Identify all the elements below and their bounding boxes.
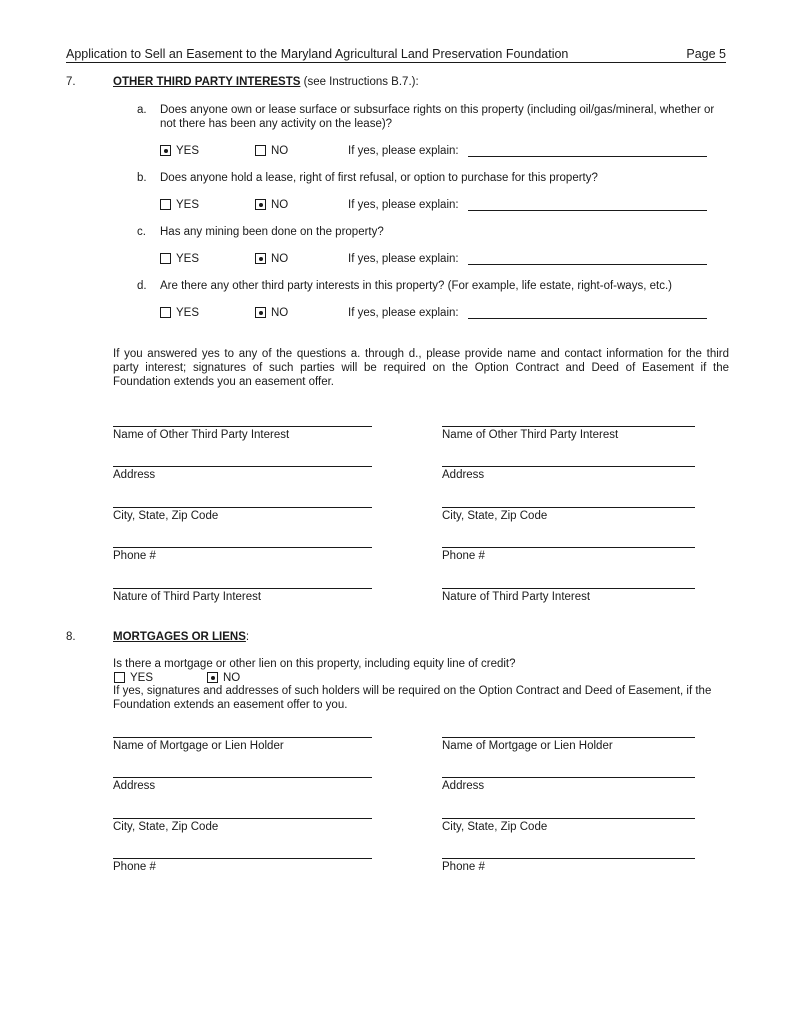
question-a-yes-checkbox[interactable] bbox=[160, 145, 171, 156]
third-party-name-label-left: Name of Other Third Party Interest bbox=[113, 429, 290, 441]
section-8-number: 8. bbox=[66, 631, 76, 643]
question-a-explain-label: If yes, please explain: bbox=[348, 145, 459, 157]
question-d-no-label: NO bbox=[271, 307, 289, 319]
question-b-yes-checkbox[interactable] bbox=[160, 199, 171, 210]
third-party-phone-field-left[interactable] bbox=[113, 547, 372, 548]
third-party-name-field-left[interactable] bbox=[113, 426, 372, 427]
third-party-nature-field-left[interactable] bbox=[113, 588, 372, 589]
lien-holder-name-label-left: Name of Mortgage or Lien Holder bbox=[113, 740, 284, 752]
section-7-instructions-line-2: party interest; signatures of such parties will be required on the Option Contract and Deed of Easement if the bbox=[113, 362, 729, 374]
question-a-text-2: not there has been any activity on the lease)? bbox=[160, 118, 393, 130]
lien-holder-name-field-right[interactable] bbox=[442, 737, 695, 738]
question-c-text: Has any mining been done on the property? bbox=[160, 226, 384, 238]
third-party-city-field-left[interactable] bbox=[113, 507, 372, 508]
lien-holder-address-label-right: Address bbox=[442, 780, 485, 792]
question-a-text-1: Does anyone own or lease surface or subsurface rights on this property (including oil/gas/mineral, whether or bbox=[160, 104, 715, 116]
question-d-yes-checkbox[interactable] bbox=[160, 307, 171, 318]
third-party-name-field-right[interactable] bbox=[442, 426, 695, 427]
lien-holder-address-label-left: Address bbox=[113, 780, 156, 792]
section-8-instructions-line-1: If yes, signatures and addresses of such holders will be required on the Option Contract and Deed of Easement, if the bbox=[113, 685, 712, 697]
header-rule bbox=[66, 62, 726, 63]
third-party-address-label-right: Address bbox=[442, 469, 485, 481]
third-party-address-field-right[interactable] bbox=[442, 466, 695, 467]
third-party-address-label-left: Address bbox=[113, 469, 156, 481]
third-party-city-label-right: City, State, Zip Code bbox=[442, 510, 548, 522]
question-d-no-checkbox[interactable] bbox=[255, 307, 266, 318]
section-8-heading bbox=[113, 630, 249, 644]
question-a-explain-field[interactable] bbox=[468, 156, 707, 157]
section-7-note: (see Instructions B.7.): bbox=[300, 76, 419, 88]
section-7-number: 7. bbox=[66, 76, 76, 88]
question-c-no-label: NO bbox=[271, 253, 289, 265]
lien-holder-address-field-right[interactable] bbox=[442, 777, 695, 778]
lien-holder-phone-label-right: Phone # bbox=[442, 861, 485, 873]
lien-holder-phone-field-left[interactable] bbox=[113, 858, 372, 859]
lien-holder-city-label-right: City, State, Zip Code bbox=[442, 821, 548, 833]
page-number: Page 5 bbox=[686, 47, 726, 61]
question-b-no-checkbox[interactable] bbox=[255, 199, 266, 210]
lien-holder-city-field-right[interactable] bbox=[442, 818, 695, 819]
third-party-nature-label-left: Nature of Third Party Interest bbox=[113, 591, 262, 603]
third-party-city-field-right[interactable] bbox=[442, 507, 695, 508]
question-a-no-label: NO bbox=[271, 145, 289, 157]
section-7-title: OTHER THIRD PARTY INTERESTS bbox=[113, 76, 301, 88]
question-a-no-checkbox[interactable] bbox=[255, 145, 266, 156]
question-c-yes-checkbox[interactable] bbox=[160, 253, 171, 264]
mortgage-no-checkbox[interactable] bbox=[207, 672, 218, 683]
question-c-no-checkbox[interactable] bbox=[255, 253, 266, 264]
lien-holder-phone-field-right[interactable] bbox=[442, 858, 695, 859]
section-7-heading bbox=[113, 75, 419, 89]
question-c-yes-label: YES bbox=[176, 253, 200, 265]
section-8-instructions-line-2: Foundation extends an easement offer to you. bbox=[113, 699, 348, 711]
question-a-yes-label: YES bbox=[176, 145, 200, 157]
lien-holder-name-label-right: Name of Mortgage or Lien Holder bbox=[442, 740, 613, 752]
third-party-name-label-right: Name of Other Third Party Interest bbox=[442, 429, 619, 441]
question-c-explain-field[interactable] bbox=[468, 264, 707, 265]
question-d-yes-label: YES bbox=[176, 307, 200, 319]
third-party-phone-label-left: Phone # bbox=[113, 550, 156, 562]
question-b-explain-label: If yes, please explain: bbox=[348, 199, 459, 211]
mortgage-yes-checkbox[interactable] bbox=[114, 672, 125, 683]
question-b-letter: b. bbox=[137, 172, 147, 184]
third-party-city-label-left: City, State, Zip Code bbox=[113, 510, 219, 522]
mortgage-yes-label: YES bbox=[130, 672, 154, 684]
lien-holder-address-field-left[interactable] bbox=[113, 777, 372, 778]
question-d-explain-label: If yes, please explain: bbox=[348, 307, 459, 319]
lien-holder-city-field-left[interactable] bbox=[113, 818, 372, 819]
lien-holder-city-label-left: City, State, Zip Code bbox=[113, 821, 219, 833]
mortgage-question: Is there a mortgage or other lien on this property, including equity line of credit? bbox=[113, 658, 516, 670]
third-party-address-field-left[interactable] bbox=[113, 466, 372, 467]
question-b-no-label: NO bbox=[271, 199, 289, 211]
lien-holder-phone-label-left: Phone # bbox=[113, 861, 156, 873]
question-b-yes-label: YES bbox=[176, 199, 200, 211]
third-party-phone-field-right[interactable] bbox=[442, 547, 695, 548]
question-d-letter: d. bbox=[137, 280, 147, 292]
question-b-explain-field[interactable] bbox=[468, 210, 707, 211]
question-a-letter: a. bbox=[137, 104, 147, 116]
document-title: Application to Sell an Easement to the Maryland Agricultural Land Preservation Foundation bbox=[66, 47, 569, 61]
question-d-text: Are there any other third party interests in this property? (For example, life estate, right-of-ways, etc.) bbox=[160, 280, 672, 292]
question-c-explain-label: If yes, please explain: bbox=[348, 253, 459, 265]
question-b-text: Does anyone hold a lease, right of first refusal, or option to purchase for this property? bbox=[160, 172, 598, 184]
third-party-nature-label-right: Nature of Third Party Interest bbox=[442, 591, 591, 603]
mortgage-no-label: NO bbox=[223, 672, 241, 684]
section-7-instructions-line-1: If you answered yes to any of the questions a. through d., please provide name and contact information for the third bbox=[113, 348, 729, 360]
third-party-phone-label-right: Phone # bbox=[442, 550, 485, 562]
lien-holder-name-field-left[interactable] bbox=[113, 737, 372, 738]
question-c-letter: c. bbox=[137, 226, 146, 238]
question-d-explain-field[interactable] bbox=[468, 318, 707, 319]
section-8-title: MORTGAGES OR LIENS bbox=[113, 631, 246, 643]
section-8-suffix: : bbox=[245, 631, 250, 643]
third-party-nature-field-right[interactable] bbox=[442, 588, 695, 589]
section-7-instructions-line-3: Foundation extends you an easement offer. bbox=[113, 376, 334, 388]
